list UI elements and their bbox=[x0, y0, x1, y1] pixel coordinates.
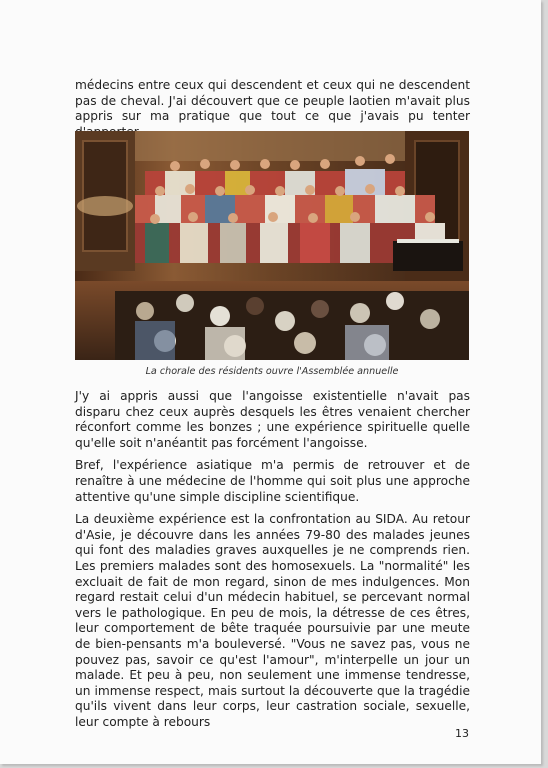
paragraph: La deuxième expérience est la confrontation au SIDA. Au retour d'Asie, je découvre dans les années 79-80 des malades jeunes qui font des maladies graves auxquelles je ne comprends rien. Les premiers malades sont des homosexuels. La "normalité" les excluait de fait de mon regard, sinon de mes indulgences. Mon regard restait celui d'un médecin habituel, se percevant normal vers le pathologique. En peu de mois, la détresse de ces êtres, leur comportement de bête traquée poursuivie par une meute de bien-pensants m'a bouleversé. "Vous ne savez pas, vous ne pouvez pas, savoir ce qu'est l'amour", m'interpelle un jour un malade. Et peu à peu, non seulement une immense tendresse, un immense respect, mais surtout la découverte que la tragédie qu'ils vivent dans leur corps, leur castration sociale, sexuelle, leur compte à rebours bbox=[75, 512, 470, 729]
paragraph: Bref, l'expérience asiatique m'a permis de retrouver et de renaître à une médecine de l'homme qui soit plus une approche attentive qu'une simple discipline scientifique. bbox=[75, 458, 470, 504]
photo-caption: La chorale des résidents ouvre l'Assemblée annuelle bbox=[145, 366, 399, 377]
intro-paragraph: médecins entre ceux qui descendent et ceux qui ne descendent pas de cheval. J'ai découvert que ce peuple laotien m'avait plus appris sur ma pratique que tout ce que j'avais pu tenter bbox=[75, 78, 470, 124]
choir-photo-image bbox=[75, 131, 469, 360]
page-number: 13 bbox=[455, 727, 469, 740]
choir-photo bbox=[75, 131, 469, 360]
body-text bbox=[75, 389, 470, 737]
paragraph: J'y ai appris aussi que l'angoisse existentielle n'avait pas disparu chez ceux auprès desquels les êtres venaient chercher réconfort comme les bonzes ; une expérience spirituelle quelle qu'elle soit n'anéantit pas forcément l'angoisse. bbox=[75, 389, 470, 450]
